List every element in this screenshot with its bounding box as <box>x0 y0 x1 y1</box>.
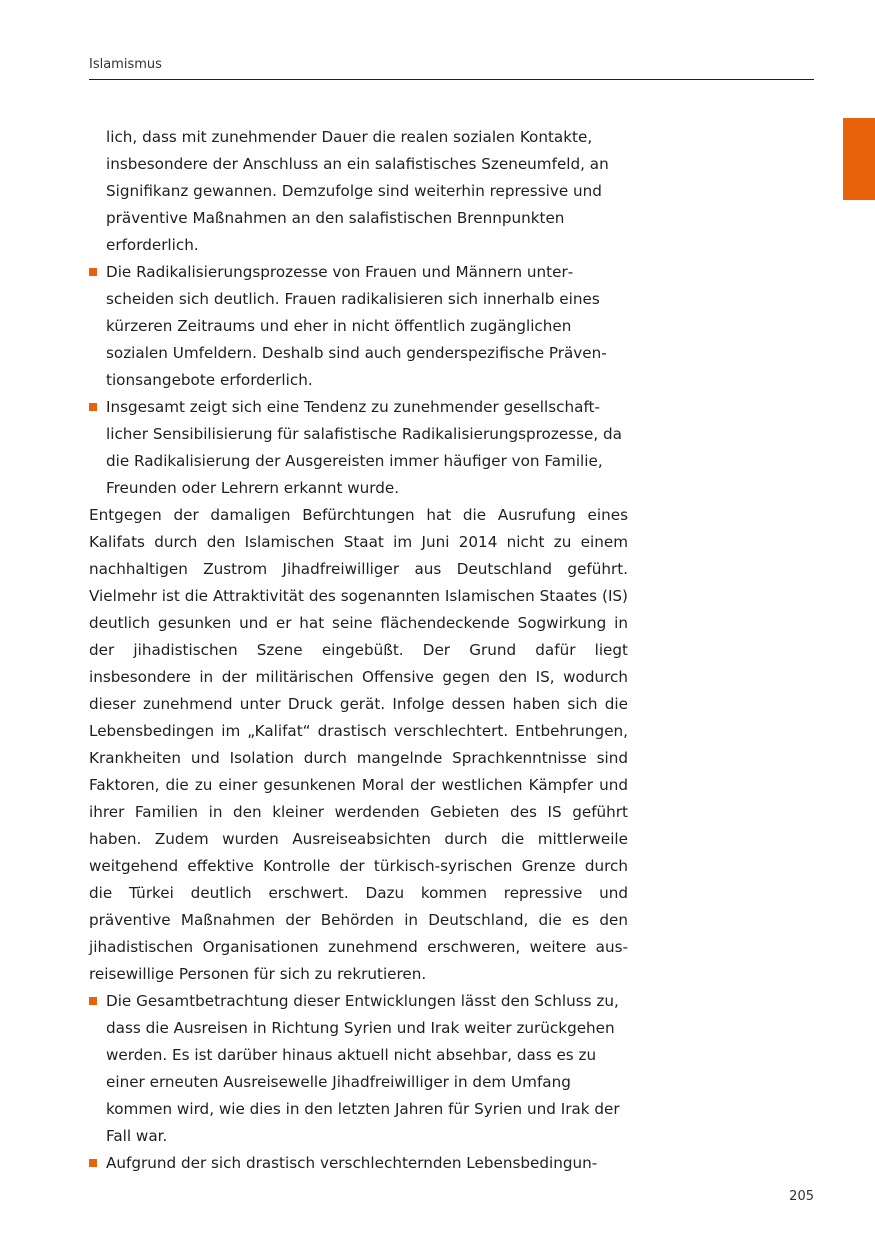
list-item-text: Die Gesamtbetrachtung dieser Entwicklungen lässt den Schluss zu, dass die Ausreisen in Richtung Syrien und Irak weiter zurückgehen werden. Es ist darüber hinaus aktuell nicht absehbar, dass es zu einer erneuten Ausreisewelle Jihadfreiwilliger in dem Umfang kommen wird, wie dies in den letzten Jahren für Syrien und Irak der Fall war. <box>106 992 620 1145</box>
list-item-text: lich, dass mit zunehmender Dauer die realen sozialen Kontakte, insbesondere der Anschluss an ein salafistisches Szeneumfeld, an Signifikanz gewannen. Demzufolge sind weiterhin repressive und präventive Maßnahmen an den salafistischen Brennpunkten erforderlich. <box>106 128 609 254</box>
page-body <box>89 124 628 1177</box>
list-item-text: Insgesamt zeigt sich eine Tendenz zu zunehmender gesellschaftlicher Sensibilisierung für salafistische Radikalisierungsprozesse, da die Radikalisierung der Ausgereisten immer häufiger von Familie, Freunden oder Lehrern erkannt wurde. <box>106 398 622 497</box>
bullet-square-icon <box>89 268 97 276</box>
list-item <box>89 259 628 394</box>
list-item-text: Aufgrund der sich drastisch verschlechternden Lebensbedingun- <box>106 1154 598 1172</box>
header-rule <box>89 79 814 80</box>
list-item <box>89 988 628 1150</box>
list-item <box>89 394 628 502</box>
list-item-continuation <box>89 124 628 259</box>
bullet-square-icon <box>89 403 97 411</box>
list-item <box>89 1150 628 1177</box>
bullet-square-icon <box>89 1159 97 1167</box>
chapter-tab <box>843 118 875 200</box>
bullet-square-icon <box>89 997 97 1005</box>
list-item-text: Die Radikalisierungsprozesse von Frauen und Männern unterscheiden sich deutlich. Frauen radikalisieren sich innerhalb eines kürzeren Zeitraums und eher in nicht öffentlich zugänglichen sozialen Umfeldern. Deshalb sind auch genderspezifische Präventionsangebote erforderlich. <box>106 263 607 389</box>
body-paragraph: Entgegen der damaligen Befürchtungen hat die Ausrufung eines Kalifats durch den Islamischen Staat im Juni 2014 nicht zu einem nachhaltigen Zustrom Jihadfreiwilliger aus Deutschland geführt. Vielmehr ist die Attraktivität des sogenannten Islamischen Staates (IS) deutlich gesunken und er hat seine flächendeckende Sogwirkung in der jihadistischen Szene eingebüßt. Der Grund dafür liegt insbesondere in der militärischen Offensive gegen den IS, wodurch dieser zunehmend unter Druck gerät. Infolge dessen haben sich die Lebensbedingen im „Kalifat“ drastisch verschlechtert. Entbehrungen, Krankheiten und Isolation durch mangelnde Sprachkenntnisse sind Faktoren, die zu einer gesunkenen Moral der westlichen Kämpfer und ihrer Familien in den kleiner werdenden Gebieten des IS geführt haben. Zudem wurden Ausreiseabsichten durch die mittlerweile weitgehend effektive Kontrolle der türkisch-syrischen Grenze durch die Türkei deutlich erschwert. Dazu kommen repressive und präventive Maßnahmen der Behörden in Deutschland, die es den jihadistischen Organisationen zunehmend erschweren, weitere ausreisewillige Personen für sich zu rekrutieren. <box>89 506 628 983</box>
page-number: 205 <box>789 1189 814 1204</box>
running-header: Islamismus <box>89 57 162 72</box>
